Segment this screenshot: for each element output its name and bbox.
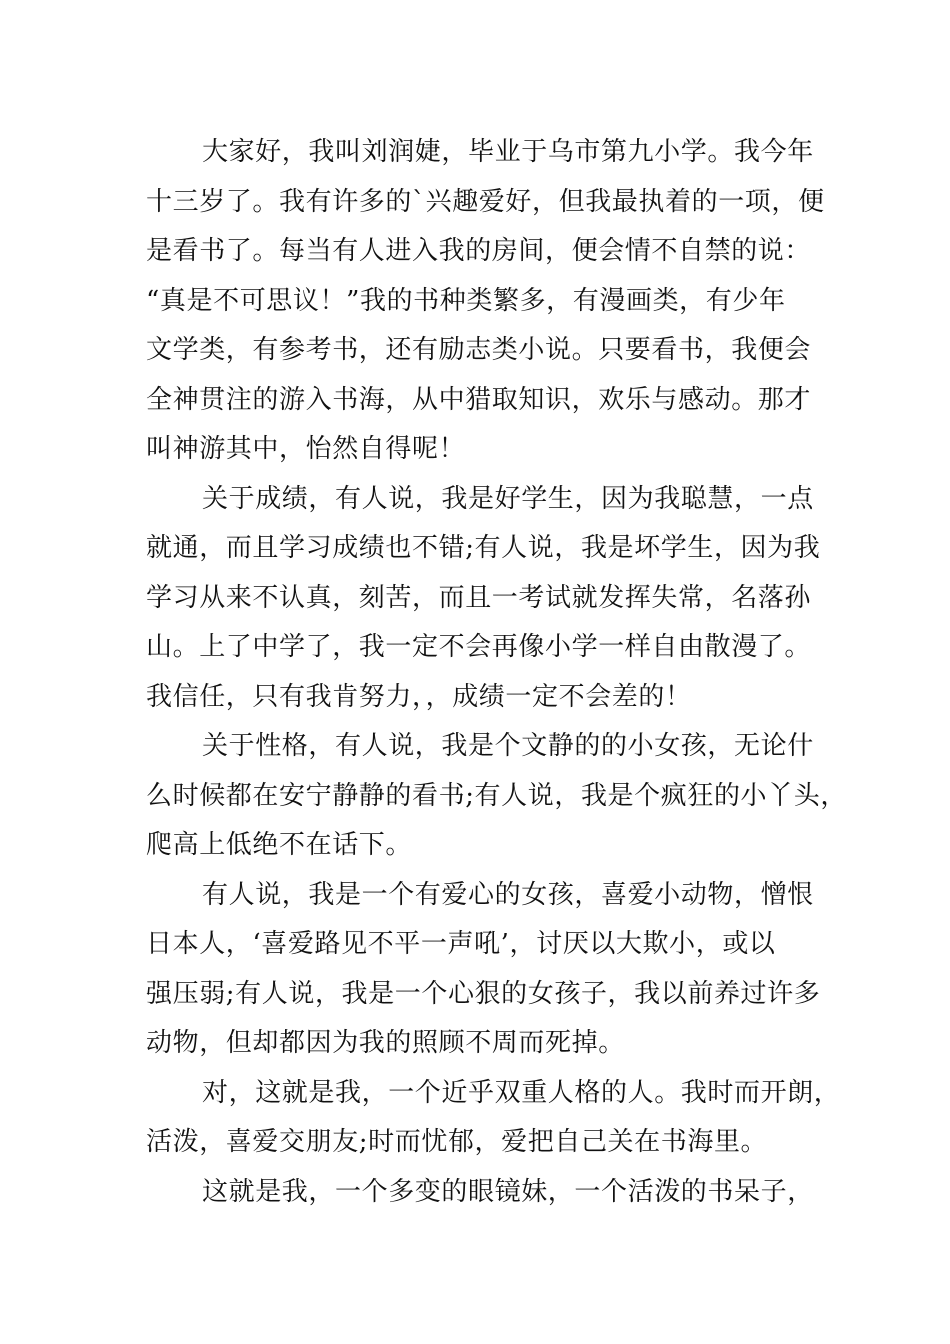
paragraph-line: 这就是我，一个多变的眼镜妹，一个活泼的书呆子， <box>202 1176 814 1207</box>
paragraph-line: 活泼，喜爱交朋友;时而忧郁，爱把自己关在书海里。 <box>146 1127 768 1157</box>
paragraph-line: 关于成绩，有人说，我是好学生，因为我聪慧，一点 <box>202 483 814 514</box>
paragraph-2 <box>146 475 836 723</box>
paragraph-line: 学习从来不认真，刻苦，而且一考试就发挥失常，名落孙 <box>146 582 812 613</box>
paragraph-line: 全神贯注的游入书海，从中猎取知识，欢乐与感动。那才 <box>146 384 812 415</box>
paragraph-line: 山。上了中学了，我一定不会再像小学一样自由散漫了。 <box>146 632 812 662</box>
paragraph-line: 对，这就是我，一个近乎双重人格的人。我时而开朗， <box>202 1077 841 1108</box>
paragraph-line: 关于性格，有人说，我是个文静的的小女孩，无论什 <box>202 731 814 761</box>
paragraph-line: 动物，但却都因为我的照顾不周而死掉。 <box>146 1028 625 1058</box>
paragraph-line: 大家好，我叫刘润婕，毕业于乌市第九小学。我今年 <box>202 137 814 167</box>
paragraph-6 <box>146 1168 836 1218</box>
paragraph-line: 是看书了。每当有人进入我的房间，便会情不自禁的说： <box>146 236 812 266</box>
paragraph-line: 就通，而且学习成绩也不错;有人说，我是坏学生，因为我 <box>146 533 821 563</box>
paragraph-5 <box>146 1069 841 1168</box>
paragraph-line: 日本人，‘喜爱路见不平一声吼’，讨厌以大欺小，或以 <box>146 929 776 959</box>
paragraph-line: “真是不可思议！”我的书种类繁多，有漫画类，有少年 <box>146 285 786 316</box>
paragraph-line: 叫神游其中，怡然自得呢！ <box>146 434 466 464</box>
paragraph-4 <box>146 871 836 1069</box>
paragraph-line: 十三岁了。我有许多的`兴趣爱好，但我最执着的一项，便 <box>146 186 825 217</box>
paragraph-line: 强压弱;有人说，我是一个心狠的女孩子，我以前养过许多 <box>146 978 821 1009</box>
paragraph-line: 么时候都在安宁静静的看书;有人说，我是个疯狂的小丫头， <box>146 780 847 811</box>
paragraph-line: 爬高上低绝不在话下。 <box>146 830 413 860</box>
article-body <box>146 128 847 1217</box>
paragraph-3 <box>146 722 847 871</box>
paragraph-line: 文学类，有参考书，还有励志类小说。只要看书，我便会 <box>146 335 812 365</box>
paragraph-1 <box>146 128 836 475</box>
paragraph-line: 我信任，只有我肯努力，，成绩一定不会差的！ <box>146 681 692 712</box>
paragraph-line: 有人说，我是一个有爱心的女孩，喜爱小动物，憎恨 <box>202 879 814 910</box>
